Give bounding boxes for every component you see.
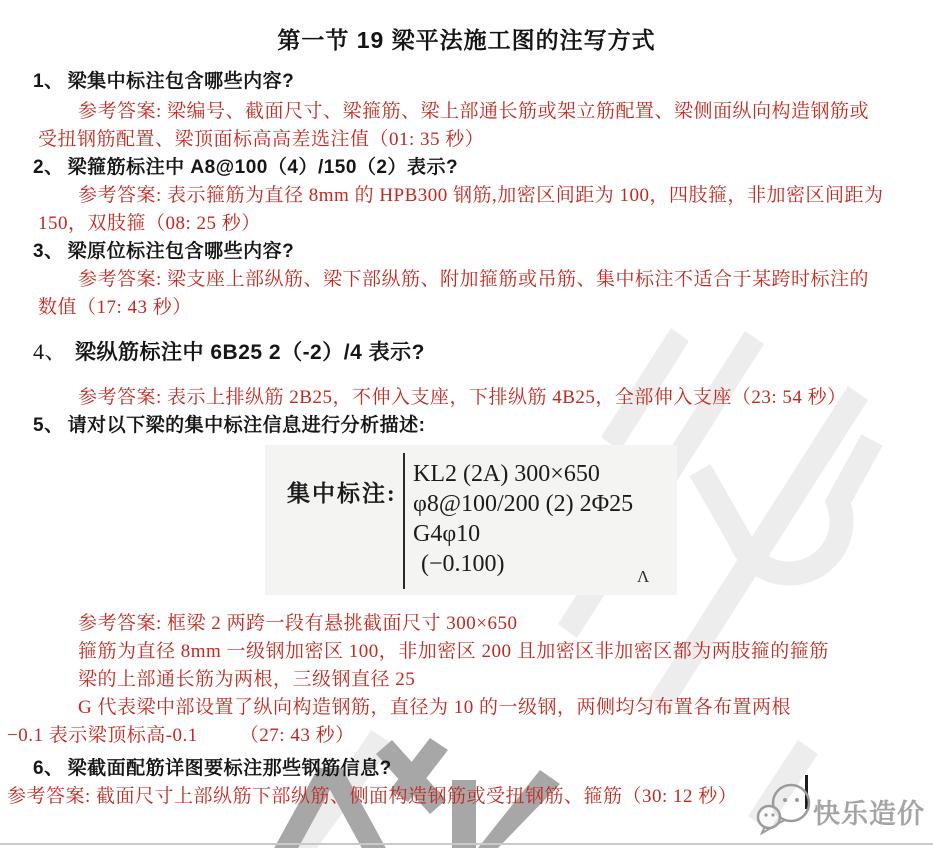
question-1 <box>33 66 294 93</box>
answer-3-line-2: 数值（17: 43 秒） <box>38 297 192 318</box>
brand-name: 快乐造价 <box>813 799 925 829</box>
question-5 <box>33 410 425 437</box>
question-2-text: 梁箍筋标注中 A8@100（4）/150（2）表示? <box>67 157 459 178</box>
answer-5-line-2: 箍筋为直径 8mm 一级钢加密区 100，非加密区 200 且加密区非加密区都为两肢箍的箍筋 <box>78 641 829 662</box>
figure-line-2: φ8@100/200 (2) 2Φ25 <box>413 491 634 517</box>
page-title: 第一节 19 梁平法施工图的注写方式 <box>277 27 656 53</box>
question-2-number: 2、 <box>33 157 64 178</box>
figure-line-4: (−0.100) <box>421 551 505 577</box>
answer-5-line-1: 参考答案: 框梁 2 两跨一段有悬挑截面尺寸 300×650 <box>78 613 518 634</box>
answer-5-line-5: −0.1 表示梁顶标高-0.1 （27: 43 秒） <box>7 725 355 746</box>
figure-line-3: G4φ10 <box>413 521 481 547</box>
question-2 <box>33 152 458 179</box>
answer-2-line-2: 150，双肢箍（08: 25 秒） <box>38 213 261 234</box>
figure-label: 集中标注: <box>287 481 397 506</box>
question-3 <box>33 236 294 263</box>
figure-caret-mark: Λ <box>637 567 650 586</box>
answer-5-line-4: G 代表梁中部设置了纵向构造钢筋，直径为 10 的一级钢，两侧均匀布置各布置两根 <box>78 697 791 718</box>
question-3-text: 梁原位标注包含哪些内容? <box>67 241 295 262</box>
question-4-number: 4、 <box>33 339 68 364</box>
question-4 <box>33 335 425 366</box>
answer-6-line-1: 参考答案: 截面尺寸上部纵筋下部纵筋、侧面构造钢筋或受扭钢筋、箍筋（30: 12 秒） <box>7 786 738 807</box>
bottom-divider <box>0 843 933 845</box>
answer-5-line-3: 梁的上部通长筋为两根，三级钢直径 25 <box>78 669 416 690</box>
question-5-number: 5、 <box>33 415 64 436</box>
beam-annotation-figure <box>265 445 677 595</box>
question-1-text: 梁集中标注包含哪些内容? <box>67 71 295 92</box>
figure-line-1: KL2 (2A) 300×650 <box>413 461 600 487</box>
answer-3-line-1: 参考答案: 梁支座上部纵筋、梁下部纵筋、附加箍筋或吊筋、集中标注不适合于某跨时标注的 <box>78 269 870 290</box>
question-1-number: 1、 <box>33 71 64 92</box>
question-6 <box>33 753 392 780</box>
question-4-text: 梁纵筋标注中 6B25 2（-2）/4 表示? <box>75 341 425 364</box>
answer-4-line-1: 参考答案: 表示上排纵筋 2B25，不伸入支座，下排纵筋 4B25，全部伸入支座（23: 54 秒） <box>78 387 847 408</box>
question-5-text: 请对以下梁的集中标注信息进行分析描述: <box>67 415 426 436</box>
question-3-number: 3、 <box>33 241 64 262</box>
figure-vertical-rule <box>403 453 405 589</box>
answer-2-line-1: 参考答案: 表示箍筋为直径 8mm 的 HPB300 钢筋,加密区间距为 100，四肢箍，非加密区间距为 <box>78 185 884 206</box>
answer-1-line-1: 参考答案: 梁编号、截面尺寸、梁箍筋、梁上部通长筋或架立筋配置、梁侧面纵向构造钢筋或 <box>78 101 870 122</box>
answer-1-line-2: 受扭钢筋配置、梁顶面标高高差选注值（01: 35 秒） <box>38 129 485 150</box>
question-6-number: 6、 <box>33 758 64 779</box>
question-6-text: 梁截面配筋详图要标注那些钢筋信息? <box>67 758 392 779</box>
